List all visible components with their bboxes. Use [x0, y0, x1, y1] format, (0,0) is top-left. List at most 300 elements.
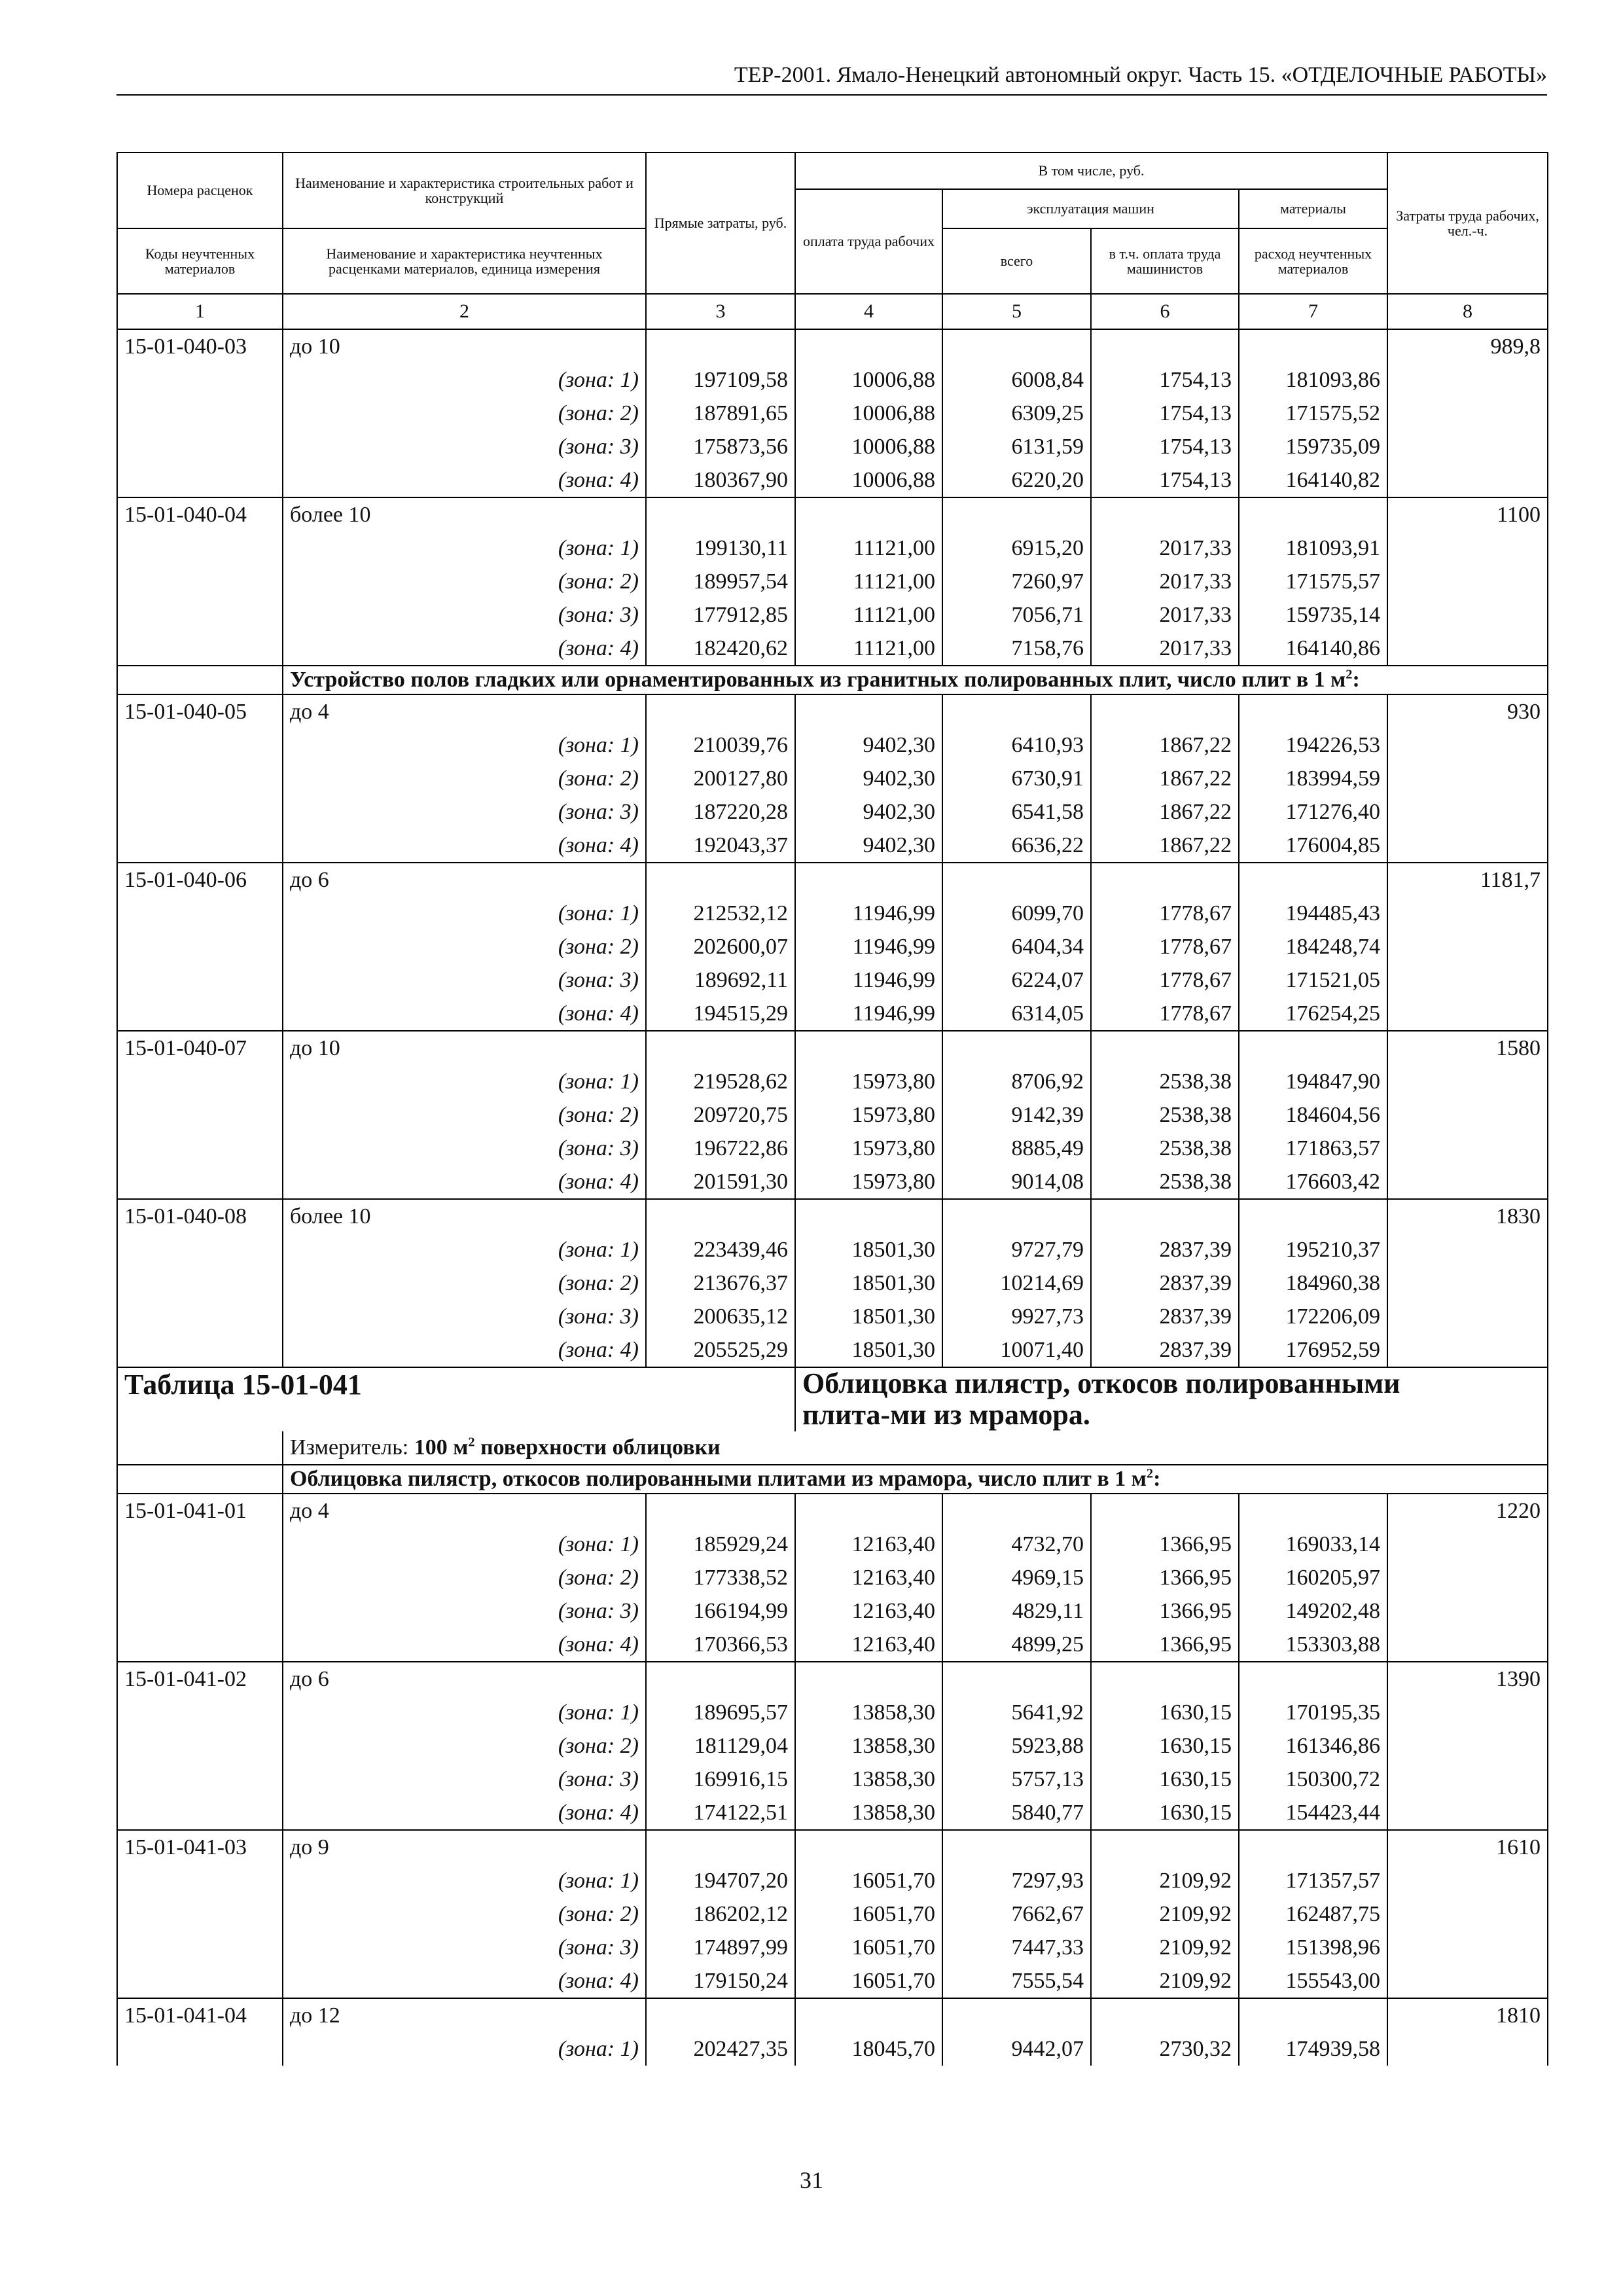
empty-cell: [1387, 1696, 1548, 1729]
empty-cell: [1387, 829, 1548, 863]
empty-cell: [117, 1729, 283, 1763]
direct-costs: 209720,75: [646, 1098, 795, 1132]
zone-row: [117, 1333, 1548, 1367]
empty-cell: [1387, 1796, 1548, 1830]
empty-cell: [117, 598, 283, 632]
header-direct-costs: Прямые затраты, руб.: [646, 152, 795, 294]
machines-total: 7056,71: [942, 598, 1091, 632]
empty-cell: [1387, 1729, 1548, 1763]
direct-costs: 189695,57: [646, 1696, 795, 1729]
rate-name: до 6: [283, 863, 646, 897]
zone-row: [117, 963, 1548, 997]
empty-cell: [1387, 430, 1548, 463]
operator-wages: 1867,22: [1091, 795, 1239, 829]
machines-total: 8885,49: [942, 1132, 1091, 1165]
zone-label: (зона: 4): [283, 632, 646, 666]
empty-cell: [1091, 1830, 1239, 1864]
materials: 176004,85: [1239, 829, 1387, 863]
worker-wages: 9402,30: [795, 728, 942, 762]
empty-cell: [942, 1998, 1091, 2032]
empty-cell: [117, 1897, 283, 1931]
empty-cell: [1387, 795, 1548, 829]
zone-label: (зона: 2): [283, 1729, 646, 1763]
materials: 181093,86: [1239, 363, 1387, 397]
operator-wages: 1754,13: [1091, 363, 1239, 397]
machines-total: 4969,15: [942, 1561, 1091, 1594]
worker-wages: 9402,30: [795, 762, 942, 795]
worker-wages: 16051,70: [795, 1864, 942, 1897]
direct-costs: 174897,99: [646, 1931, 795, 1964]
zone-row: [117, 1165, 1548, 1199]
empty-cell: [117, 531, 283, 565]
operator-wages: 2017,33: [1091, 598, 1239, 632]
rate-code: 15-01-041-03: [117, 1830, 283, 1864]
zone-row: [117, 1065, 1548, 1098]
section-heading-superscript: 2: [1146, 1466, 1154, 1481]
materials: 159735,14: [1239, 598, 1387, 632]
worker-wages: 9402,30: [795, 829, 942, 863]
empty-cell: [117, 963, 283, 997]
empty-cell: [1387, 1528, 1548, 1561]
empty-cell: [942, 694, 1091, 728]
direct-costs: 179150,24: [646, 1964, 795, 1998]
direct-costs: 201591,30: [646, 1165, 795, 1199]
operator-wages: 1754,13: [1091, 397, 1239, 430]
zone-row: [117, 1233, 1548, 1266]
rate-code: 15-01-040-08: [117, 1199, 283, 1233]
machines-total: 6309,25: [942, 397, 1091, 430]
zone-label: (зона: 4): [283, 1333, 646, 1367]
direct-costs: 212532,12: [646, 897, 795, 930]
materials: 181093,91: [1239, 531, 1387, 565]
direct-costs: 194707,20: [646, 1864, 795, 1897]
direct-costs: 170366,53: [646, 1628, 795, 1662]
empty-cell: [117, 1763, 283, 1796]
rate-code: 15-01-040-07: [117, 1031, 283, 1065]
direct-costs: 200635,12: [646, 1300, 795, 1333]
zone-row: [117, 728, 1548, 762]
empty-cell: [1387, 930, 1548, 963]
measure-row: [117, 1431, 1548, 1465]
worker-wages: 11121,00: [795, 598, 942, 632]
empty-cell: [795, 1998, 942, 2032]
zone-row: [117, 463, 1548, 497]
operator-wages: 2017,33: [1091, 531, 1239, 565]
empty-cell: [1387, 632, 1548, 666]
empty-cell: [1387, 1165, 1548, 1199]
empty-cell: [795, 1494, 942, 1528]
empty-cell: [942, 1199, 1091, 1233]
rate-name: до 9: [283, 1830, 646, 1864]
direct-costs: 187220,28: [646, 795, 795, 829]
empty-cell: [1387, 1964, 1548, 1998]
zone-row: [117, 632, 1548, 666]
zone-row: [117, 363, 1548, 397]
rate-name: до 4: [283, 1494, 646, 1528]
empty-cell: [117, 1431, 283, 1465]
zone-label: (зона: 1): [283, 897, 646, 930]
empty-cell: [646, 1998, 795, 2032]
rate-row: [117, 1031, 1548, 1065]
empty-cell: [117, 1561, 283, 1594]
worker-wages: 10006,88: [795, 363, 942, 397]
direct-costs: 219528,62: [646, 1065, 795, 1098]
zone-label: (зона: 2): [283, 930, 646, 963]
rate-name: до 6: [283, 1662, 646, 1696]
empty-cell: [646, 1199, 795, 1233]
worker-wages: 18501,30: [795, 1333, 942, 1367]
measure-value-group: [414, 1435, 721, 1460]
rate-row: [117, 1494, 1548, 1528]
empty-cell: [117, 1465, 283, 1494]
labor-costs: 1830: [1387, 1199, 1548, 1233]
column-number: 2: [283, 294, 646, 329]
machines-total: 6314,05: [942, 997, 1091, 1031]
direct-costs: 210039,76: [646, 728, 795, 762]
empty-cell: [117, 829, 283, 863]
empty-cell: [795, 1662, 942, 1696]
materials: 171575,52: [1239, 397, 1387, 430]
empty-cell: [795, 497, 942, 531]
empty-cell: [795, 329, 942, 363]
zone-label: (зона: 3): [283, 1132, 646, 1165]
zone-label: (зона: 3): [283, 963, 646, 997]
zone-label: (зона: 2): [283, 1897, 646, 1931]
machines-total: 4829,11: [942, 1594, 1091, 1628]
empty-cell: [1387, 1931, 1548, 1964]
materials: 171575,57: [1239, 565, 1387, 598]
operator-wages: 1754,13: [1091, 430, 1239, 463]
column-number: 8: [1387, 294, 1548, 329]
header-including: В том числе, руб.: [795, 152, 1387, 189]
worker-wages: 18501,30: [795, 1300, 942, 1333]
zone-row: [117, 1964, 1548, 1998]
direct-costs: 202427,35: [646, 2032, 795, 2066]
table-title-row: [117, 1367, 1548, 1431]
zone-row: [117, 997, 1548, 1031]
materials: 176254,25: [1239, 997, 1387, 1031]
zone-label: (зона: 4): [283, 463, 646, 497]
zone-row: [117, 829, 1548, 863]
machines-total: 6131,59: [942, 430, 1091, 463]
operator-wages: 1778,67: [1091, 963, 1239, 997]
empty-cell: [1387, 1864, 1548, 1897]
materials: 169033,14: [1239, 1528, 1387, 1561]
empty-cell: [1387, 2032, 1548, 2066]
operator-wages: 1754,13: [1091, 463, 1239, 497]
materials: 160205,97: [1239, 1561, 1387, 1594]
section-heading-row: [117, 1465, 1548, 1494]
zone-row: [117, 397, 1548, 430]
empty-cell: [1387, 531, 1548, 565]
measure-superscript: 2: [468, 1435, 475, 1450]
header-materials: материалы: [1239, 189, 1387, 228]
worker-wages: 12163,40: [795, 1528, 942, 1561]
empty-cell: [1239, 1199, 1387, 1233]
rate-name: до 4: [283, 694, 646, 728]
zone-row: [117, 598, 1548, 632]
measure-suffix: поверхности облицовки: [474, 1435, 721, 1460]
machines-total: 6099,70: [942, 897, 1091, 930]
column-number: 5: [942, 294, 1091, 329]
zone-row: [117, 1864, 1548, 1897]
zone-row: [117, 1300, 1548, 1333]
materials: 183994,59: [1239, 762, 1387, 795]
zone-row: [117, 1628, 1548, 1662]
machines-total: 7447,33: [942, 1931, 1091, 1964]
labor-costs: 1100: [1387, 497, 1548, 531]
worker-wages: 13858,30: [795, 1763, 942, 1796]
worker-wages: 10006,88: [795, 430, 942, 463]
direct-costs: 181129,04: [646, 1729, 795, 1763]
direct-costs: 223439,46: [646, 1233, 795, 1266]
zone-row: [117, 1897, 1548, 1931]
empty-cell: [1091, 1199, 1239, 1233]
materials: 149202,48: [1239, 1594, 1387, 1628]
materials: 161346,86: [1239, 1729, 1387, 1763]
materials: 164140,86: [1239, 632, 1387, 666]
empty-cell: [1239, 1830, 1387, 1864]
empty-cell: [1387, 1594, 1548, 1628]
empty-cell: [1091, 329, 1239, 363]
machines-total: 5923,88: [942, 1729, 1091, 1763]
column-number: 7: [1239, 294, 1387, 329]
empty-cell: [117, 1266, 283, 1300]
worker-wages: 10006,88: [795, 397, 942, 430]
zone-row: [117, 1796, 1548, 1830]
empty-cell: [1387, 1561, 1548, 1594]
machines-total: 10071,40: [942, 1333, 1091, 1367]
empty-cell: [117, 1696, 283, 1729]
zone-label: (зона: 1): [283, 1864, 646, 1897]
section-heading-row: [117, 666, 1548, 694]
machines-total: 4732,70: [942, 1528, 1091, 1561]
zone-label: (зона: 4): [283, 829, 646, 863]
direct-costs: 189692,11: [646, 963, 795, 997]
rate-row: [117, 694, 1548, 728]
operator-wages: 2730,32: [1091, 2032, 1239, 2066]
zone-label: (зона: 4): [283, 1628, 646, 1662]
machines-total: 7158,76: [942, 632, 1091, 666]
empty-cell: [1387, 997, 1548, 1031]
zone-label: (зона: 4): [283, 1964, 646, 1998]
zone-row: [117, 531, 1548, 565]
operator-wages: 1366,95: [1091, 1528, 1239, 1561]
empty-cell: [117, 1528, 283, 1561]
machines-total: 6404,34: [942, 930, 1091, 963]
labor-costs: 1810: [1387, 1998, 1548, 2032]
materials: 155543,00: [1239, 1964, 1387, 1998]
materials: 195210,37: [1239, 1233, 1387, 1266]
empty-cell: [117, 1864, 283, 1897]
materials: 151398,96: [1239, 1931, 1387, 1964]
empty-cell: [1387, 1628, 1548, 1662]
materials: 194226,53: [1239, 728, 1387, 762]
empty-cell: [1387, 598, 1548, 632]
operator-wages: 2017,33: [1091, 632, 1239, 666]
zone-label: (зона: 1): [283, 2032, 646, 2066]
empty-cell: [1091, 863, 1239, 897]
materials: 150300,72: [1239, 1763, 1387, 1796]
materials: 184248,74: [1239, 930, 1387, 963]
materials: 170195,35: [1239, 1696, 1387, 1729]
machines-total: 7260,97: [942, 565, 1091, 598]
direct-costs: 186202,12: [646, 1897, 795, 1931]
empty-cell: [1387, 762, 1548, 795]
column-number: 6: [1091, 294, 1239, 329]
worker-wages: 10006,88: [795, 463, 942, 497]
section-heading-text: Облицовка пилястр, откосов полированными плитами из мрамора, число плит в 1 м: [290, 1466, 1147, 1491]
direct-costs: 175873,56: [646, 430, 795, 463]
worker-wages: 18045,70: [795, 2032, 942, 2066]
empty-cell: [117, 1931, 283, 1964]
worker-wages: 13858,30: [795, 1729, 942, 1763]
empty-cell: [1387, 897, 1548, 930]
zone-label: (зона: 1): [283, 363, 646, 397]
header-rate-numbers: Номера расценок: [117, 152, 283, 228]
operator-wages: 2109,92: [1091, 1897, 1239, 1931]
rate-name: более 10: [283, 1199, 646, 1233]
operator-wages: 1867,22: [1091, 728, 1239, 762]
empty-cell: [1387, 1897, 1548, 1931]
machines-total: 8706,92: [942, 1065, 1091, 1098]
zone-row: [117, 1931, 1548, 1964]
direct-costs: 202600,07: [646, 930, 795, 963]
machines-total: 4899,25: [942, 1628, 1091, 1662]
worker-wages: 12163,40: [795, 1628, 942, 1662]
operator-wages: 1778,67: [1091, 930, 1239, 963]
section-heading-tail: :: [1153, 1466, 1161, 1491]
empty-cell: [1387, 728, 1548, 762]
worker-wages: 15973,80: [795, 1098, 942, 1132]
empty-cell: [117, 997, 283, 1031]
zone-row: [117, 897, 1548, 930]
empty-cell: [117, 897, 283, 930]
zone-label: (зона: 1): [283, 1696, 646, 1729]
empty-cell: [942, 329, 1091, 363]
worker-wages: 13858,30: [795, 1796, 942, 1830]
zone-row: [117, 1266, 1548, 1300]
table-number: Таблица 15-01-041: [117, 1367, 795, 1431]
worker-wages: 16051,70: [795, 1897, 942, 1931]
rate-name: до 12: [283, 1998, 646, 2032]
empty-cell: [1091, 497, 1239, 531]
empty-cell: [1239, 863, 1387, 897]
empty-cell: [795, 1031, 942, 1065]
worker-wages: 11121,00: [795, 531, 942, 565]
worker-wages: 16051,70: [795, 1964, 942, 1998]
rate-code: 15-01-040-05: [117, 694, 283, 728]
header-material-consumption: расход неучтенных материалов: [1239, 228, 1387, 294]
direct-costs: 192043,37: [646, 829, 795, 863]
materials: 184604,56: [1239, 1098, 1387, 1132]
zone-label: (зона: 3): [283, 1763, 646, 1796]
machines-total: 6410,93: [942, 728, 1091, 762]
rate-row: [117, 1998, 1548, 2032]
rates-table: [116, 152, 1548, 2066]
zone-label: (зона: 3): [283, 1931, 646, 1964]
machines-total: 5757,13: [942, 1763, 1091, 1796]
rate-name: до 10: [283, 1031, 646, 1065]
direct-costs: 194515,29: [646, 997, 795, 1031]
direct-costs: 197109,58: [646, 363, 795, 397]
worker-wages: 18501,30: [795, 1233, 942, 1266]
empty-cell: [117, 1796, 283, 1830]
empty-cell: [1239, 1662, 1387, 1696]
rates-body: [117, 329, 1548, 2066]
machines-total: 6730,91: [942, 762, 1091, 795]
empty-cell: [1387, 397, 1548, 430]
worker-wages: 11946,99: [795, 963, 942, 997]
empty-cell: [1239, 1031, 1387, 1065]
empty-cell: [117, 1964, 283, 1998]
machines-total: 6541,58: [942, 795, 1091, 829]
direct-costs: 169916,15: [646, 1763, 795, 1796]
zone-label: (зона: 3): [283, 430, 646, 463]
empty-cell: [117, 1300, 283, 1333]
materials: 194485,43: [1239, 897, 1387, 930]
page-number: 31: [800, 2167, 823, 2193]
rate-code: 15-01-041-04: [117, 1998, 283, 2032]
empty-cell: [646, 497, 795, 531]
operator-wages: 1630,15: [1091, 1696, 1239, 1729]
worker-wages: 11946,99: [795, 997, 942, 1031]
rate-row: [117, 1199, 1548, 1233]
operator-wages: 2538,38: [1091, 1098, 1239, 1132]
empty-cell: [117, 1165, 283, 1199]
zone-row: [117, 795, 1548, 829]
header-machines-total: всего: [942, 228, 1091, 294]
empty-cell: [117, 363, 283, 397]
operator-wages: 2837,39: [1091, 1233, 1239, 1266]
column-number: 3: [646, 294, 795, 329]
operator-wages: 2017,33: [1091, 565, 1239, 598]
zone-label: (зона: 2): [283, 762, 646, 795]
column-number: 4: [795, 294, 942, 329]
operator-wages: 1366,95: [1091, 1561, 1239, 1594]
rate-row: [117, 1662, 1548, 1696]
empty-cell: [1091, 694, 1239, 728]
machines-total: 9142,39: [942, 1098, 1091, 1132]
empty-cell: [1387, 1065, 1548, 1098]
empty-cell: [117, 565, 283, 598]
column-number: 1: [117, 294, 283, 329]
zone-label: (зона: 4): [283, 1165, 646, 1199]
labor-costs: 989,8: [1387, 329, 1548, 363]
direct-costs: 187891,65: [646, 397, 795, 430]
empty-cell: [1387, 1132, 1548, 1165]
empty-cell: [117, 430, 283, 463]
empty-cell: [646, 863, 795, 897]
empty-cell: [117, 1098, 283, 1132]
operator-wages: 1366,95: [1091, 1594, 1239, 1628]
empty-cell: [1239, 1998, 1387, 2032]
rate-code: 15-01-040-04: [117, 497, 283, 531]
operator-wages: 2109,92: [1091, 1864, 1239, 1897]
rate-code: 15-01-040-03: [117, 329, 283, 363]
zone-label: (зона: 3): [283, 795, 646, 829]
empty-cell: [1091, 1031, 1239, 1065]
empty-cell: [1239, 1494, 1387, 1528]
header-work-name: Наименование и характеристика строительных работ и конструкций: [283, 152, 646, 228]
empty-cell: [1387, 1233, 1548, 1266]
measure-value: 100 м: [414, 1435, 469, 1460]
materials: 171276,40: [1239, 795, 1387, 829]
empty-cell: [942, 1494, 1091, 1528]
zone-label: (зона: 3): [283, 1594, 646, 1628]
direct-costs: 189957,54: [646, 565, 795, 598]
machines-total: 6224,07: [942, 963, 1091, 997]
